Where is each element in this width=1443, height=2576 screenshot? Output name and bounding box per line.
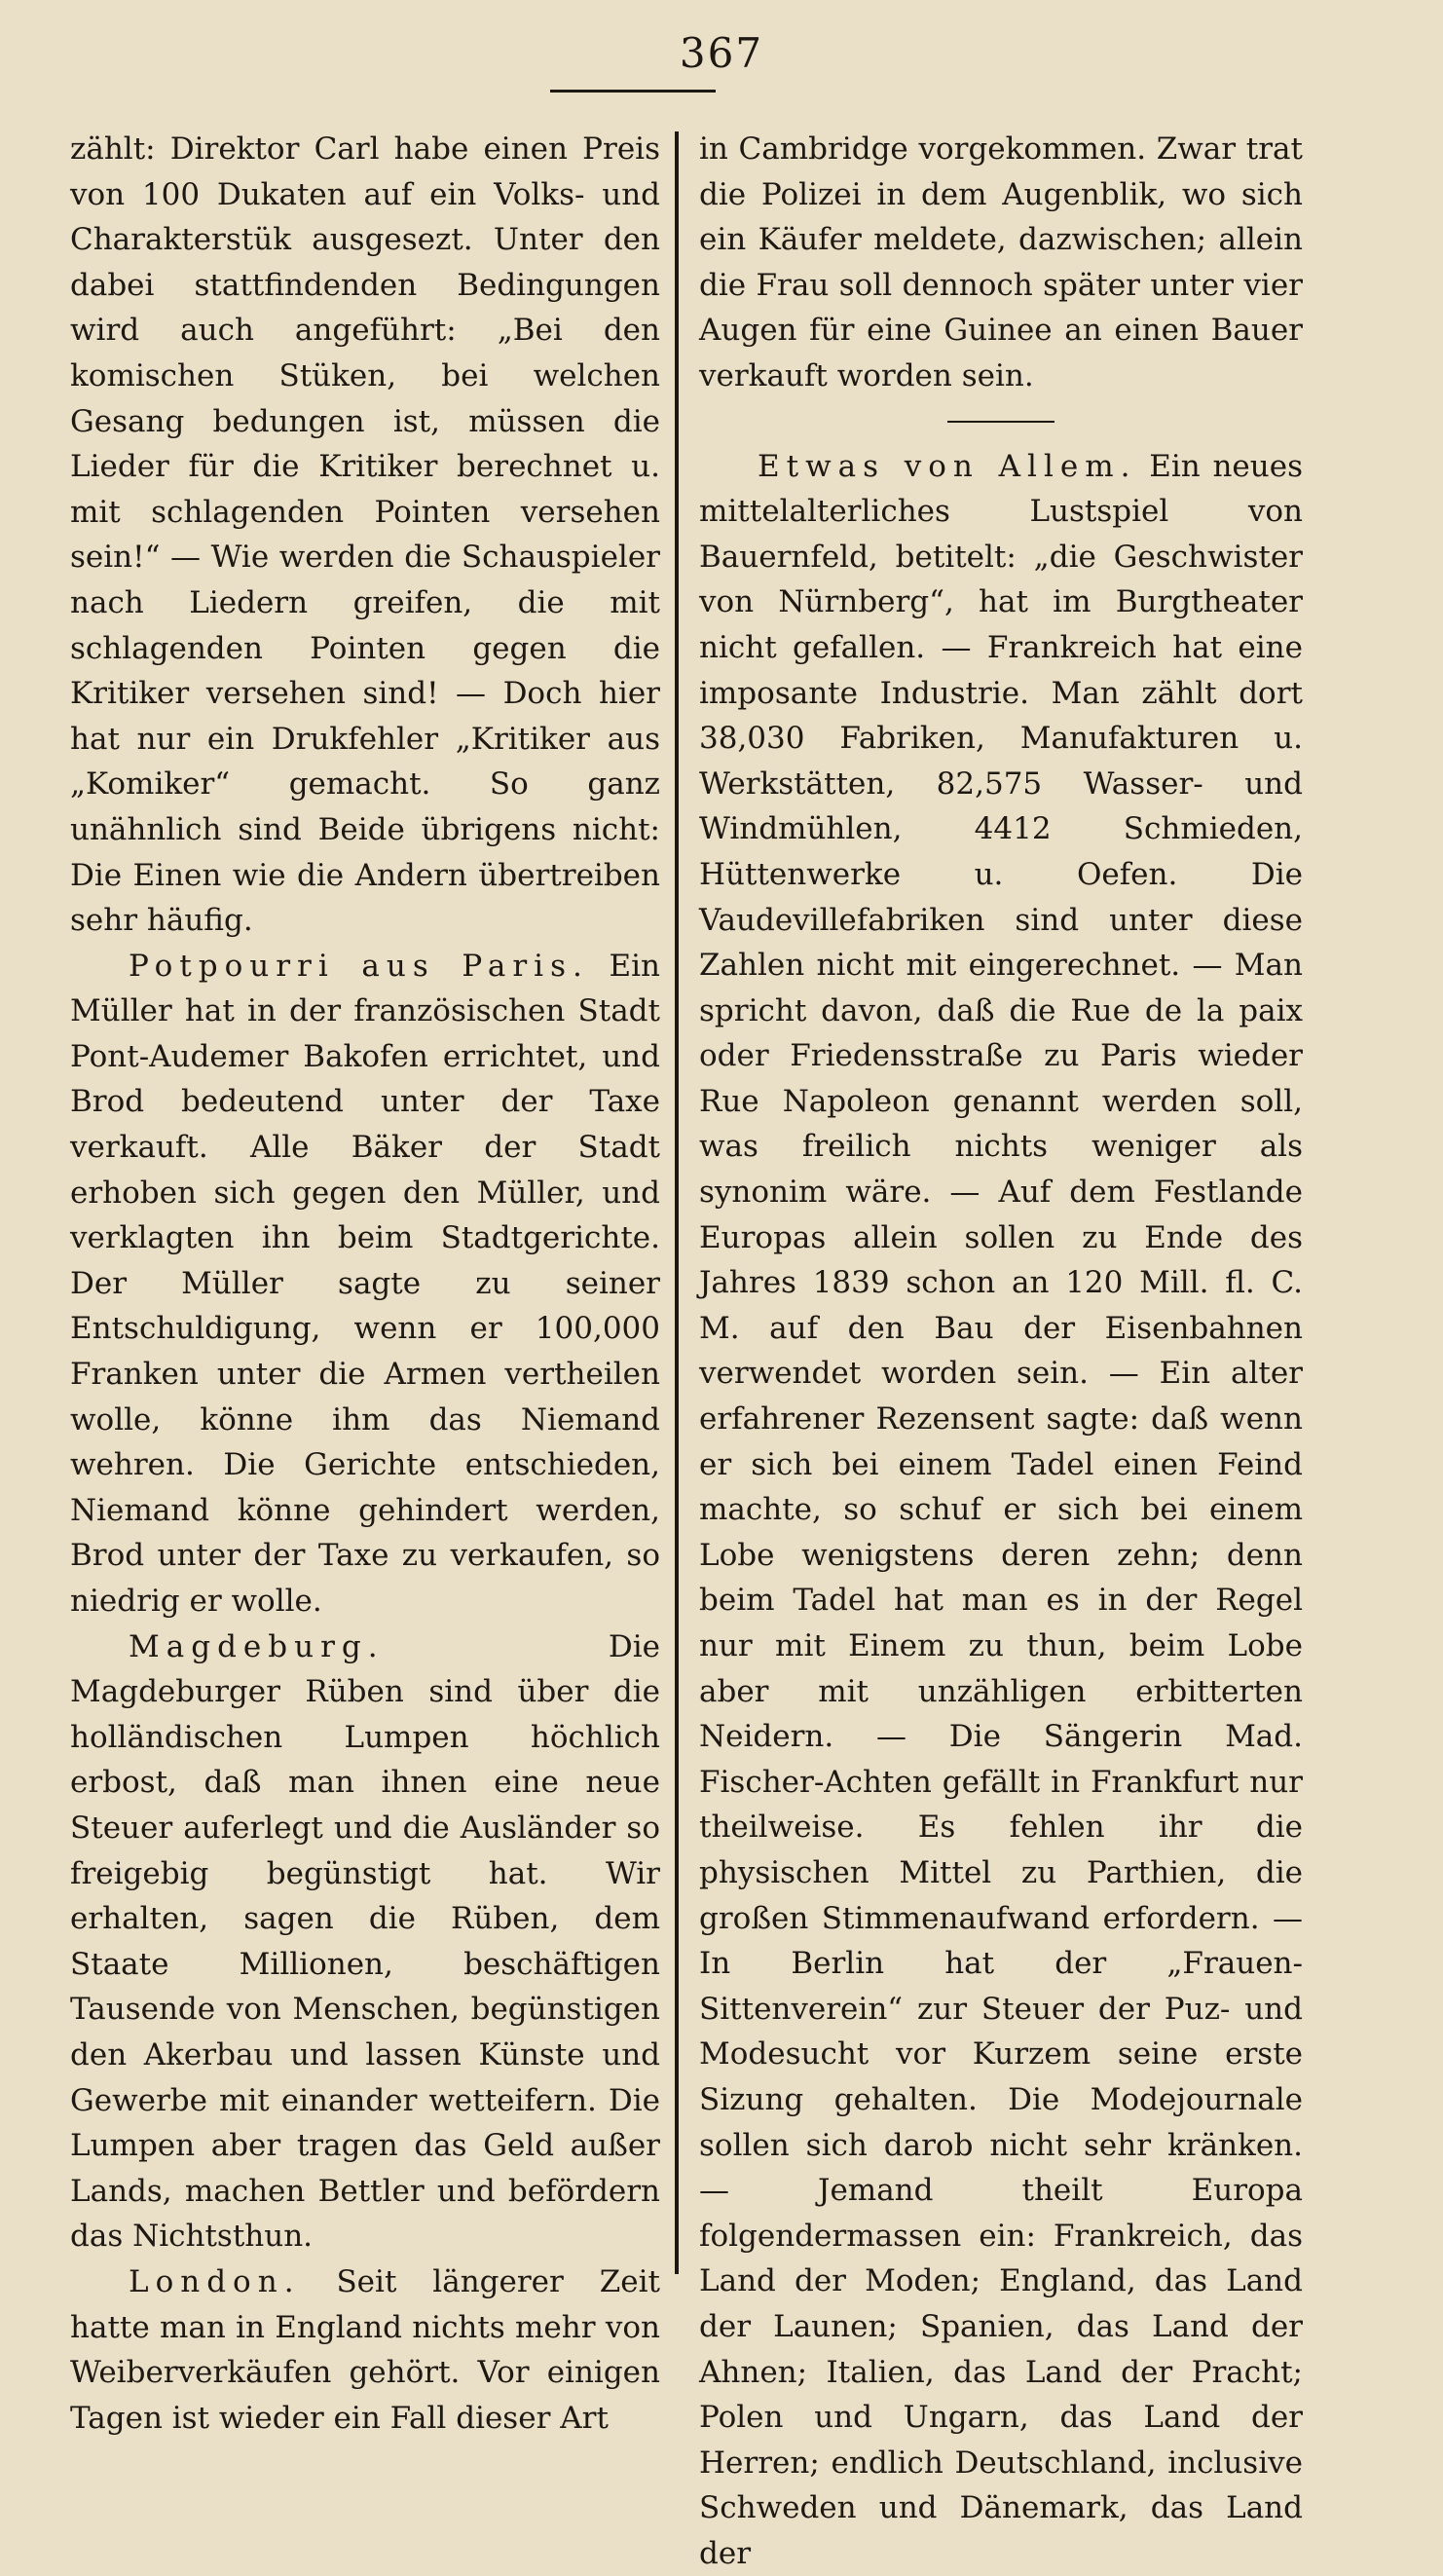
article-title: London. [129,2263,301,2299]
article-magdeburg [70,1624,660,2259]
section-separator [947,421,1054,423]
article-body: Ein neues mittelalterliches Lustspiel von Bauernfeld, betitelt: „die Geschwister von Nürnberg“, hat im Burgtheater nicht gefallen. — Frankreich hat eine imposante Industrie. Man zählt dort 38,030 Fabriken, Manufakturen u. Werkstätten, 82,575 Wasser- und Windmühlen, 4412 Schmieden, Hüttenwerke u. Oefen. Die Vaudevillefabriken sind unter diese Zahlen nicht mit eingerechnet. — Man spricht davon, daß die Rue de la paix oder Friedensstraße zu Paris wieder Rue Napoleon genannt werden soll, was freilich nichts weniger als synonim wäre. — Auf dem Festlande Europas allein sollen zu Ende des Jahres 1839 schon an 120 Mill. fl. C. M. auf den Bau der Eisenbahnen verwendet worden sein. — Ein alter erfahrener Rezensent sagte: daß wenn er sich bei einem Tadel einen Feind machte, so schuf er sich bei einem Lobe wenigstens deren zehn; denn beim Tadel hat man es in der Regel nur mit Einem zu thun, beim Lobe aber mit unzähligen erbitterten Neidern. — Die Sängerin Mad. Fischer-Achten gefällt in Frankfurt nur theilweise. Es fehlen ihr die physischen Mittel zu Parthien, die großen Stimmenaufwand erfordern. — In Berlin hat der „Frauen- Sittenverein“ zur Steuer der Puz- und Modesucht vor Kurzem seine erste Sizung gehalten. Die Modejournale sollen sich darob nicht sehr kränken. — Jemand theilt Europa folgendermassen ein: Frankreich, das Land der Moden; England, das Land der Launen; Spanien, das Land der Ahnen; Italien, das Land der Pracht; Polen und Ungarn, das Land der Herren; endlich Deutschland, inclusive Schweden und Dänemark, das Land der [699,448,1303,2571]
article-title: Magdeburg. [129,1628,385,1664]
article-london [70,2259,660,2441]
article-body: Die Magdeburger Rüben sind über die holländischen Lumpen höchlich erbost, daß man ihnen eine neue Steuer auferlegt und die Ausländer so freigebig begünstigt hat. Wir erhalten, sagen die Rüben, dem Staate Millionen, beschäftigen Tausende von Menschen, begünstigen den Akerbau und lassen Künste und Gewerbe mit einander wetteifern. Die Lumpen aber tragen das Geld außer Lands, machen Bettler und befördern das Nichtsthun. [70,1628,660,2255]
article-title: Etwas von Allem. [758,448,1137,484]
article-potpourri [70,944,660,1624]
article-body: Seit längerer Zeit hatte man in England nichts mehr von Weiberverkäufen gehört. Vor einigen Tagen ist wieder ein Fall dieser Art [70,2263,660,2436]
left-column [70,127,660,2441]
article-etwas-von-allem [699,444,1303,2576]
article-title: Potpourri aus Paris. [129,948,589,984]
article-body: Ein Müller hat in der französischen Stadt Pont-Audemer Bakofen errichtet, und Brod bedeutend unter der Taxe verkauft. Alle Bäker der Stadt erhoben sich gegen den Müller, und verklagten ihn beim Stadtgerichte. Der Müller sagte zu seiner Entschuldigung, wenn er 100,000 Franken unter die Armen vertheilen wolle, könne ihm das Niemand wehren. Die Gerichte entschieden, Niemand könne gehindert werden, Brod unter der Taxe zu verkaufen, so niedrig er wolle. [70,948,660,1619]
article-london-continued: in Cambridge vorgekommen. Zwar trat die Polizei in dem Augenblik, wo sich ein Käufer meldete, dazwischen; allein die Frau soll dennoch später unter vier Augen für eine Guinee an einen Bauer verkauft worden sein. [699,131,1303,393]
right-column [699,127,1303,2576]
page-number: 367 [679,29,764,77]
article-director-carl: zählt: Direktor Carl habe einen Preis von 100 Dukaten auf ein Volks- und Charakterstük ausgesezt. Unter den dabei stattfindenden Bedingungen wird auch angeführt: „Bei den komischen Stüken, bei welchen Gesang bedungen ist, müssen die Lieder für die Kritiker berechnet u. mit schlagenden Pointen versehen sein!“ — Wie werden die Schauspieler nach Liedern greifen, die mit schlagenden Pointen gegen die Kritiker versehen sind! — Doch hier hat nur ein Drukfehler „Kritiker aus „Komiker“ gemacht. So ganz unähnlich sind Beide übrigens nicht: Die Einen wie die Andern übertreiben sehr häufig. [70,131,660,939]
column-divider [675,131,679,2274]
header-rule [550,90,716,93]
